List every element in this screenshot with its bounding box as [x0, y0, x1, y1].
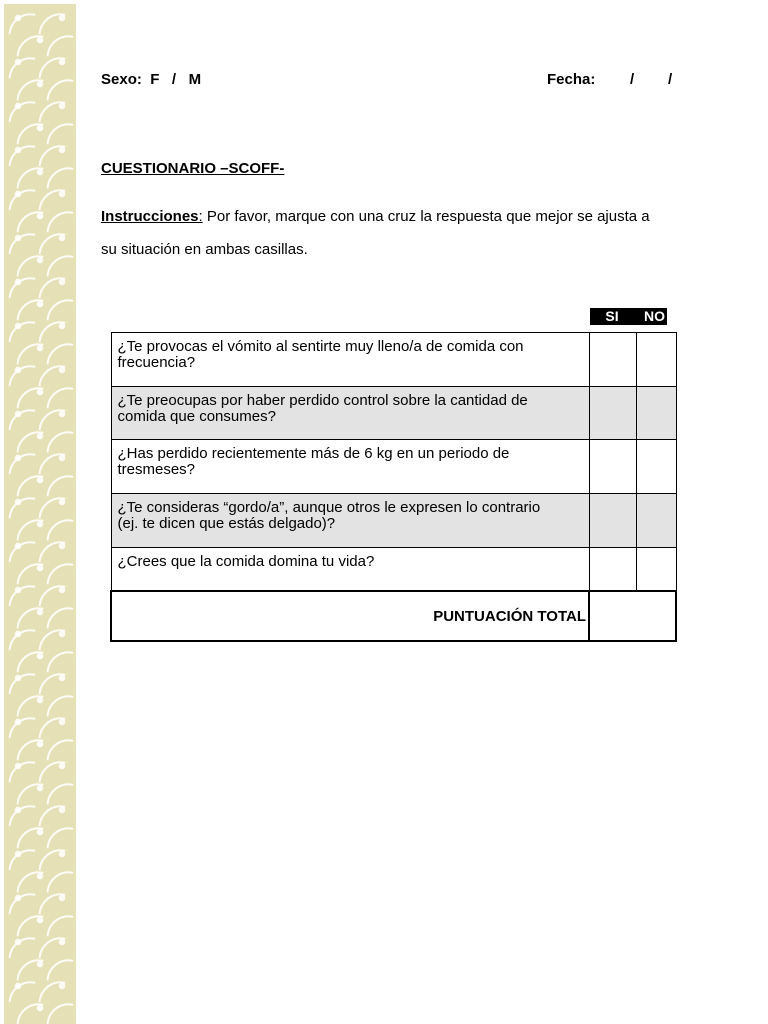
total-score-cell[interactable] — [589, 591, 676, 641]
border-swirl-ornament — [8, 230, 35, 257]
answer-no-cell[interactable] — [636, 548, 676, 592]
border-swirl-ornament — [38, 406, 65, 433]
border-swirl-ornament — [8, 98, 35, 125]
border-swirl-ornament — [46, 560, 73, 587]
date-field[interactable] — [547, 71, 595, 88]
date-separator-1: / — [630, 71, 635, 88]
question-text: ¿Crees que la comida domina tu vida? — [117, 553, 375, 570]
border-swirl-ornament — [16, 296, 43, 323]
border-swirl-ornament — [46, 252, 73, 279]
question-text: ¿Te preocupas por haber perdido control sobre la cantidad de — [117, 392, 528, 409]
answer-no-cell[interactable] — [636, 387, 676, 440]
page-title: CUESTIONARIO –SCOFF- — [101, 160, 285, 177]
border-swirl-ornament — [46, 516, 73, 543]
border-swirl-ornament — [16, 340, 43, 367]
answer-si-cell[interactable] — [589, 333, 636, 387]
table-row — [111, 548, 676, 592]
border-swirl-ornament — [16, 164, 43, 191]
border-swirl-ornament — [8, 978, 35, 1005]
border-swirl-ornament — [8, 450, 35, 477]
border-swirl-ornament — [8, 274, 35, 301]
question-cell — [111, 494, 589, 548]
table-row — [111, 387, 676, 440]
border-swirl-ornament — [46, 76, 73, 103]
border-swirl-ornament — [16, 956, 43, 983]
border-swirl-ornament — [38, 978, 65, 1005]
border-swirl-ornament — [46, 340, 73, 367]
answer-si-cell[interactable] — [589, 548, 636, 592]
border-swirl-ornament — [38, 714, 65, 741]
border-swirl-ornament — [16, 120, 43, 147]
border-swirl-ornament — [8, 10, 35, 37]
border-swirl-ornament — [38, 846, 65, 873]
instructions-text-1: Por favor, marque con una cruz la respuesta que mejor se ajusta a — [202, 208, 650, 225]
border-swirl-ornament — [46, 32, 73, 59]
answer-no-cell[interactable] — [636, 494, 676, 548]
border-swirl-ornament — [38, 362, 65, 389]
answer-si-cell[interactable] — [589, 387, 636, 440]
border-swirl-ornament — [46, 912, 73, 939]
border-swirl-ornament — [8, 758, 35, 785]
decorative-border — [4, 4, 76, 1024]
sex-label: Sexo: — [101, 71, 142, 88]
answer-si-cell[interactable] — [589, 440, 636, 494]
border-swirl-ornament — [8, 802, 35, 829]
border-swirl-ornament — [8, 626, 35, 653]
question-text: comida que consumes? — [117, 408, 276, 425]
border-swirl-ornament — [16, 32, 43, 59]
border-swirl-ornament — [46, 956, 73, 983]
border-swirl-ornament — [38, 10, 65, 37]
question-cell — [111, 440, 589, 494]
border-swirl-ornament — [16, 384, 43, 411]
border-swirl-ornament — [16, 472, 43, 499]
border-swirl-ornament — [46, 604, 73, 631]
border-swirl-ornament — [38, 450, 65, 477]
border-swirl-ornament — [46, 296, 73, 323]
border-swirl-ornament — [46, 692, 73, 719]
sex-separator: / — [171, 71, 177, 88]
border-swirl-ornament — [8, 406, 35, 433]
border-swirl-ornament — [8, 318, 35, 345]
instructions-colon: : — [198, 208, 203, 225]
border-swirl-ornament — [46, 868, 73, 895]
border-swirl-ornament — [38, 802, 65, 829]
border-swirl-ornament — [8, 890, 35, 917]
scoff-table — [110, 332, 677, 642]
question-text: ¿Has perdido recientemente más de 6 kg en un periodo de — [117, 445, 510, 462]
border-swirl-ornament — [38, 758, 65, 785]
border-swirl-ornament — [38, 494, 65, 521]
border-swirl-ornament — [38, 626, 65, 653]
sex-field — [101, 71, 201, 88]
border-swirl-ornament — [8, 714, 35, 741]
question-cell — [111, 548, 589, 592]
date-separator-2: / — [668, 71, 673, 88]
border-swirl-ornament — [16, 780, 43, 807]
border-swirl-ornament — [38, 186, 65, 213]
instructions-line-1 — [101, 208, 650, 225]
border-swirl-ornament — [16, 604, 43, 631]
answer-si-cell[interactable] — [589, 494, 636, 548]
question-text: ¿Te provocas el vómito al sentirte muy lleno/a de comida con — [117, 338, 524, 355]
border-swirl-ornament — [16, 736, 43, 763]
column-header-si: SI — [590, 308, 634, 325]
border-swirl-ornament — [16, 208, 43, 235]
border-swirl-ornament — [38, 274, 65, 301]
question-text: ¿Te consideras “gordo/a”, aunque otros le expresen lo contrario — [117, 499, 541, 516]
total-label: PUNTUACIÓN TOTAL — [111, 591, 589, 641]
question-text: tresmeses? — [117, 461, 196, 478]
column-header-no: NO — [634, 308, 667, 325]
date-label: Fecha: — [547, 71, 596, 88]
border-swirl-ornament — [8, 846, 35, 873]
border-swirl-ornament — [46, 164, 73, 191]
question-cell — [111, 387, 589, 440]
border-swirl-ornament — [16, 252, 43, 279]
border-swirl-ornament — [16, 516, 43, 543]
border-swirl-ornament — [16, 648, 43, 675]
border-swirl-ornament — [16, 912, 43, 939]
border-swirl-ornament — [8, 582, 35, 609]
border-swirl-ornament — [46, 472, 73, 499]
border-swirl-ornament — [8, 538, 35, 565]
border-swirl-ornament — [38, 230, 65, 257]
question-text: frecuencia? — [117, 354, 196, 371]
border-swirl-ornament — [8, 142, 35, 169]
border-swirl-ornament — [16, 560, 43, 587]
border-swirl-ornament — [38, 98, 65, 125]
border-swirl-ornament — [8, 494, 35, 521]
border-swirl-ornament — [38, 934, 65, 961]
table-row — [111, 440, 676, 494]
total-row — [111, 591, 676, 641]
border-swirl-ornament — [8, 362, 35, 389]
border-swirl-ornament — [38, 318, 65, 345]
question-cell — [111, 333, 589, 387]
border-swirl-ornament — [8, 54, 35, 81]
border-swirl-ornament — [46, 824, 73, 851]
border-swirl-ornament — [38, 142, 65, 169]
border-swirl-ornament — [46, 384, 73, 411]
border-swirl-ornament — [46, 208, 73, 235]
border-swirl-ornament — [8, 670, 35, 697]
border-swirl-ornament — [46, 120, 73, 147]
border-swirl-ornament — [16, 76, 43, 103]
border-swirl-ornament — [38, 670, 65, 697]
border-swirl-ornament — [16, 824, 43, 851]
instructions-label: Instrucciones — [101, 208, 199, 225]
border-swirl-ornament — [38, 538, 65, 565]
border-swirl-ornament — [46, 648, 73, 675]
border-swirl-ornament — [38, 890, 65, 917]
question-text: (ej. te dicen que estás delgado)? — [117, 515, 336, 532]
instructions-line-2: su situación en ambas casillas. — [101, 241, 308, 258]
table-row — [111, 333, 676, 387]
border-swirl-ornament — [8, 186, 35, 213]
border-swirl-ornament — [8, 934, 35, 961]
answer-no-cell[interactable] — [636, 333, 676, 387]
border-swirl-ornament — [46, 736, 73, 763]
border-swirl-ornament — [38, 582, 65, 609]
border-swirl-ornament — [46, 780, 73, 807]
answer-no-cell[interactable] — [636, 440, 676, 494]
sex-option-m[interactable]: M — [188, 71, 202, 88]
sex-option-f[interactable]: F — [150, 71, 160, 88]
border-swirl-ornament — [16, 868, 43, 895]
table-row — [111, 494, 676, 548]
border-swirl-ornament — [38, 54, 65, 81]
border-swirl-ornament — [16, 692, 43, 719]
border-swirl-ornament — [46, 428, 73, 455]
border-swirl-ornament — [16, 428, 43, 455]
